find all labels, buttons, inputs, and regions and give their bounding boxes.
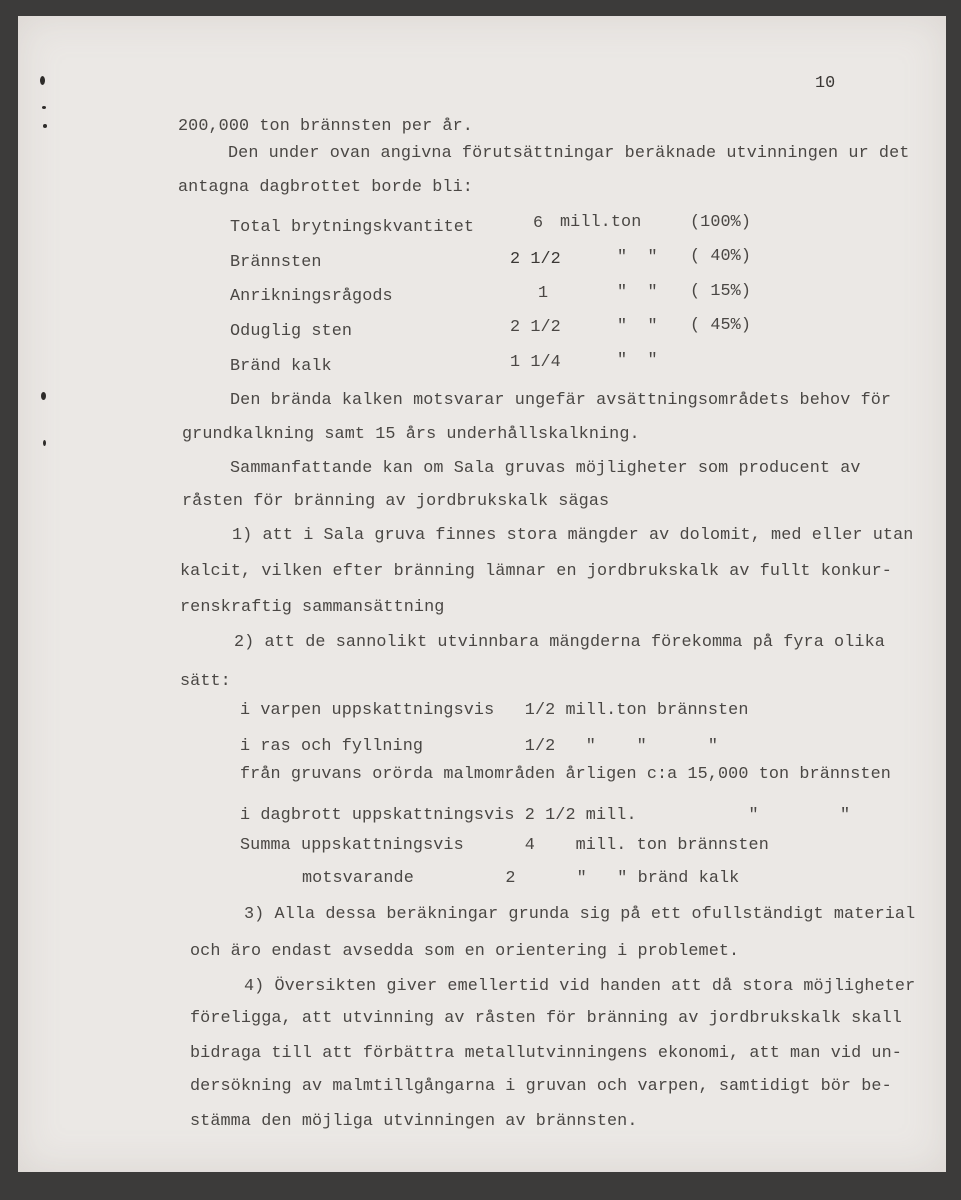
margin-mark: [41, 392, 46, 400]
text-line: stämma den möjliga utvinningen av brännsten.: [190, 1112, 638, 1131]
margin-mark: [43, 124, 47, 128]
page-number: 10: [815, 74, 836, 93]
table-row-label: Bränd kalk: [230, 357, 332, 376]
text-line: 4) Översikten giver emellertid vid handen att då stora möjligheter: [244, 977, 916, 996]
list-item: från gruvans orörda malmområden årligen c:a 15,000 ton brännsten: [240, 765, 891, 784]
text-line: Den brända kalken motsvarar ungefär avsättningsområdets behov för: [230, 391, 892, 410]
table-row-qty: 1 1/4: [510, 353, 561, 372]
table-row-label: Anrikningsrågods: [230, 287, 393, 306]
list-item: Summa uppskattningsvis 4 mill. ton brännsten: [240, 836, 769, 855]
text-line: dersökning av malmtillgångarna i gruvan och varpen, samtidigt bör be-: [190, 1077, 892, 1096]
margin-mark: [43, 440, 46, 446]
text-line: bidraga till att förbättra metallutvinningens ekonomi, att man vid un-: [190, 1044, 902, 1063]
document-page: [18, 16, 946, 1172]
text-line: 2) att de sannolikt utvinnbara mängderna förekomma på fyra olika: [234, 633, 885, 652]
table-row-qty: 1: [538, 284, 549, 303]
list-item: i varpen uppskattningsvis 1/2 mill.ton brännsten: [240, 701, 749, 720]
table-row-unit: " ": [617, 248, 658, 267]
list-item: motsvarande 2 " " bränd kalk: [302, 869, 740, 888]
list-item: i dagbrott uppskattningsvis 2 1/2 mill. " ": [240, 806, 851, 825]
table-row-label: Total brytningskvantitet: [230, 218, 475, 237]
text-line: renskraftig sammansättning: [180, 598, 445, 617]
table-row-qty: 2 1/2: [510, 318, 561, 337]
text-line: föreligga, att utvinning av råsten för bränning av jordbrukskalk skall: [190, 1009, 902, 1028]
table-row-unit: mill.ton: [560, 213, 642, 232]
table-row-pct: ( 45%): [690, 316, 752, 335]
table-row-pct: ( 40%): [690, 247, 752, 266]
text-line: 1) att i Sala gruva finnes stora mängder av dolomit, med eller utan: [232, 526, 914, 545]
text-line: och äro endast avsedda som en orientering i problemet.: [190, 942, 740, 961]
margin-mark: [42, 106, 46, 109]
table-row-pct: (100%): [690, 213, 752, 232]
list-item: i ras och fyllning 1/2 " " ": [240, 737, 719, 756]
text-line: 200,000 ton brännsten per år.: [178, 117, 473, 136]
text-line: kalcit, vilken efter bränning lämnar en jordbrukskalk av fullt konkur-: [180, 562, 892, 581]
text-line: råsten för bränning av jordbrukskalk sägas: [182, 492, 610, 511]
text-line: antagna dagbrottet borde bli:: [178, 178, 473, 197]
table-row-unit: " ": [617, 283, 658, 302]
table-row-pct: ( 15%): [690, 282, 752, 301]
table-row-label: Oduglig sten: [230, 322, 353, 341]
table-row-qty: 2 1/2: [510, 250, 561, 269]
table-row-label: Brännsten: [230, 253, 322, 272]
table-row-unit: " ": [617, 351, 658, 370]
margin-mark: [40, 76, 45, 85]
table-row-qty: 6: [533, 214, 544, 233]
table-row-unit: " ": [617, 317, 658, 336]
text-line: grundkalkning samt 15 års underhållskalkning.: [182, 425, 640, 444]
text-line: Sammanfattande kan om Sala gruvas möjligheter som producent av: [230, 459, 861, 478]
text-line: sätt:: [180, 672, 231, 691]
text-line: Den under ovan angivna förutsättningar beräknade utvinningen ur det: [228, 144, 910, 163]
text-line: 3) Alla dessa beräkningar grunda sig på ett ofullständigt material: [244, 905, 916, 924]
